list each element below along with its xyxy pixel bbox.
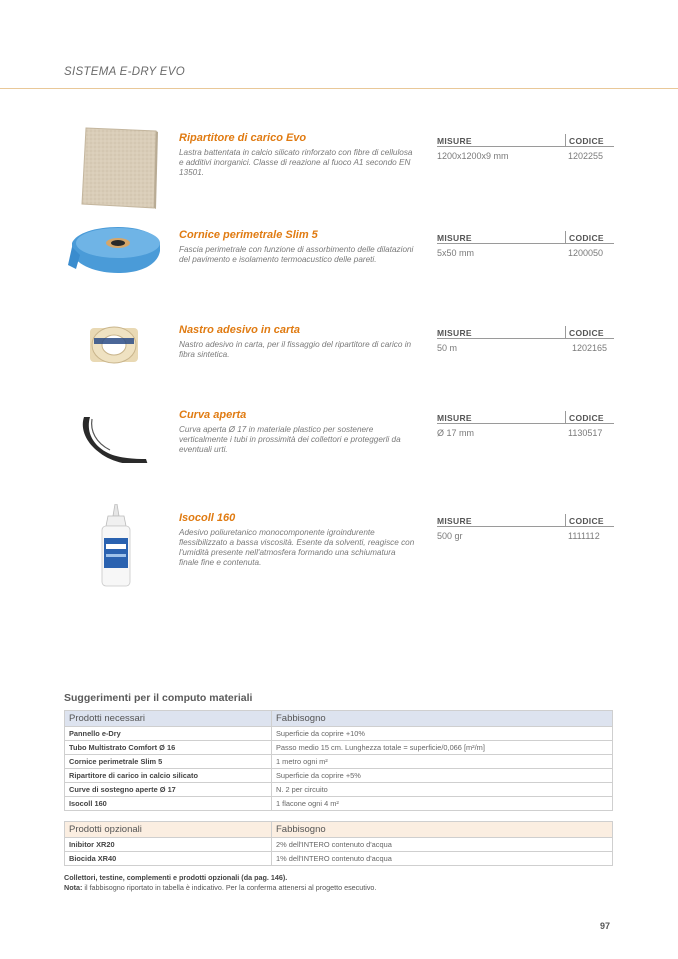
nota-text: il fabbisogno riportato in tabella è indicativo. Per la conferma attenersi al progetto esecutivo.	[82, 883, 377, 892]
table-row	[65, 769, 613, 783]
product-description: Adesivo poliuretanico monocomponente igroindurente flessibilizzato a bassa viscosità. Esente da solventi, reagisce con l'umidità presente nell'atmosfera formando una schiumatura finale fine e contenuta.	[179, 528, 415, 567]
product-title: Cornice perimetrale Slim 5	[179, 229, 318, 241]
notes	[64, 873, 376, 893]
need-cell: 1 metro ogni m²	[272, 755, 613, 769]
measure-label: MISURE	[437, 516, 472, 526]
need-cell: 1% dell'INTERO contenuto d'acqua	[272, 852, 613, 866]
spec-table	[437, 411, 614, 438]
need-cell: N. 2 per circuito	[272, 783, 613, 797]
code-label: CODICE	[565, 231, 614, 243]
product-title: Isocoll 160	[179, 512, 236, 524]
measure-value: 1200x1200x9 mm	[437, 151, 509, 161]
measure-label: MISURE	[437, 328, 472, 338]
col-header: Fabbisogno	[272, 711, 613, 727]
header-divider	[0, 88, 678, 89]
product-description: Curva aperta Ø 17 in materiale plastico per sostenere verticalmente i tubi in prossimità dei collettori e proteggerli da eventuali urti.	[179, 425, 401, 454]
product-cell: Isocoll 160	[65, 797, 272, 811]
table-row	[65, 783, 613, 797]
need-cell: Passo medio 15 cm. Lunghezza totale = superficie/0,066 [m²/m]	[272, 741, 613, 755]
product-description: Fascia perimetrale con funzione di assorbimento delle dilatazioni del pavimento e isolamento termoacustico delle pareti.	[179, 245, 414, 264]
product-cell: Ripartitore di carico in calcio silicato	[65, 769, 272, 783]
product-cell: Tubo Multistrato Comfort Ø 16	[65, 741, 272, 755]
paper-tape-image	[84, 320, 184, 410]
pipe-bend-image	[82, 413, 182, 503]
measure-value: 500 gr	[437, 531, 463, 541]
section-header: SISTEMA E-DRY EVO	[64, 66, 185, 78]
code-label: CODICE	[565, 514, 614, 526]
measure-label: MISURE	[437, 136, 472, 146]
code-value: 1111112	[568, 531, 600, 541]
measure-value: Ø 17 mm	[437, 428, 475, 438]
product-cell: Inibitor XR20	[65, 838, 272, 852]
spec-table	[437, 134, 614, 161]
spec-table	[437, 231, 614, 258]
table-header-row	[65, 822, 613, 838]
spec-table	[437, 326, 614, 353]
code-value: 1200050	[568, 248, 604, 258]
table-row	[65, 797, 613, 811]
table-row	[65, 741, 613, 755]
product-title: Nastro adesivo in carta	[179, 324, 301, 336]
product-cell: Pannello e-Dry	[65, 727, 272, 741]
spec-table	[437, 514, 614, 541]
product-cell: Biocida XR40	[65, 852, 272, 866]
notes-line1: Collettori, testine, complementi e prodotti opzionali (da pag. 146).	[64, 873, 288, 882]
product-cell: Cornice perimetrale Slim 5	[65, 755, 272, 769]
product-description: Nastro adesivo in carta, per il fissaggio del ripartitore di carico in fibra sintetica.	[179, 340, 412, 359]
need-cell: Superficie da coprire +10%	[272, 727, 613, 741]
table-row	[65, 755, 613, 769]
page-number: 97	[600, 921, 611, 931]
need-cell: 1 flacone ogni 4 m²	[272, 797, 613, 811]
code-value: 1202165	[572, 343, 608, 353]
optional-products-table	[64, 821, 613, 866]
table-row	[65, 838, 613, 852]
measure-label: MISURE	[437, 413, 472, 423]
product-title: Ripartitore di carico Evo	[179, 132, 307, 144]
need-cell: 2% dell'INTERO contenuto d'acqua	[272, 838, 613, 852]
need-cell: Superficie da coprire +5%	[272, 769, 613, 783]
measure-value: 5x50 mm	[437, 248, 475, 258]
code-label: CODICE	[565, 411, 614, 423]
board-image	[66, 126, 166, 216]
col-header: Prodotti necessari	[65, 711, 272, 727]
code-value: 1130517	[568, 428, 603, 438]
product-description: Lastra battentata in calcio silicato rinforzato con fibre di cellulosa e additivi inorganici. Classe di reazione al fuoco A1 secondo EN 13501.	[179, 148, 413, 177]
col-header: Fabbisogno	[272, 822, 613, 838]
measure-label: MISURE	[437, 233, 472, 243]
measure-value: 50 m	[437, 343, 458, 353]
table-header-row	[65, 711, 613, 727]
tape-roll-image	[66, 225, 166, 315]
table-row	[65, 852, 613, 866]
calc-title: Suggerimenti per il computo materiali	[64, 692, 253, 704]
product-cell: Curve di sostegno aperte Ø 17	[65, 783, 272, 797]
code-label: CODICE	[565, 134, 614, 146]
product-title: Curva aperta	[179, 409, 247, 421]
required-products-table	[64, 710, 613, 811]
code-label: CODICE	[565, 326, 614, 338]
col-header: Prodotti opzionali	[65, 822, 272, 838]
code-value: 1202255	[568, 151, 604, 161]
nota-label: Nota:	[64, 883, 83, 892]
table-row	[65, 727, 613, 741]
